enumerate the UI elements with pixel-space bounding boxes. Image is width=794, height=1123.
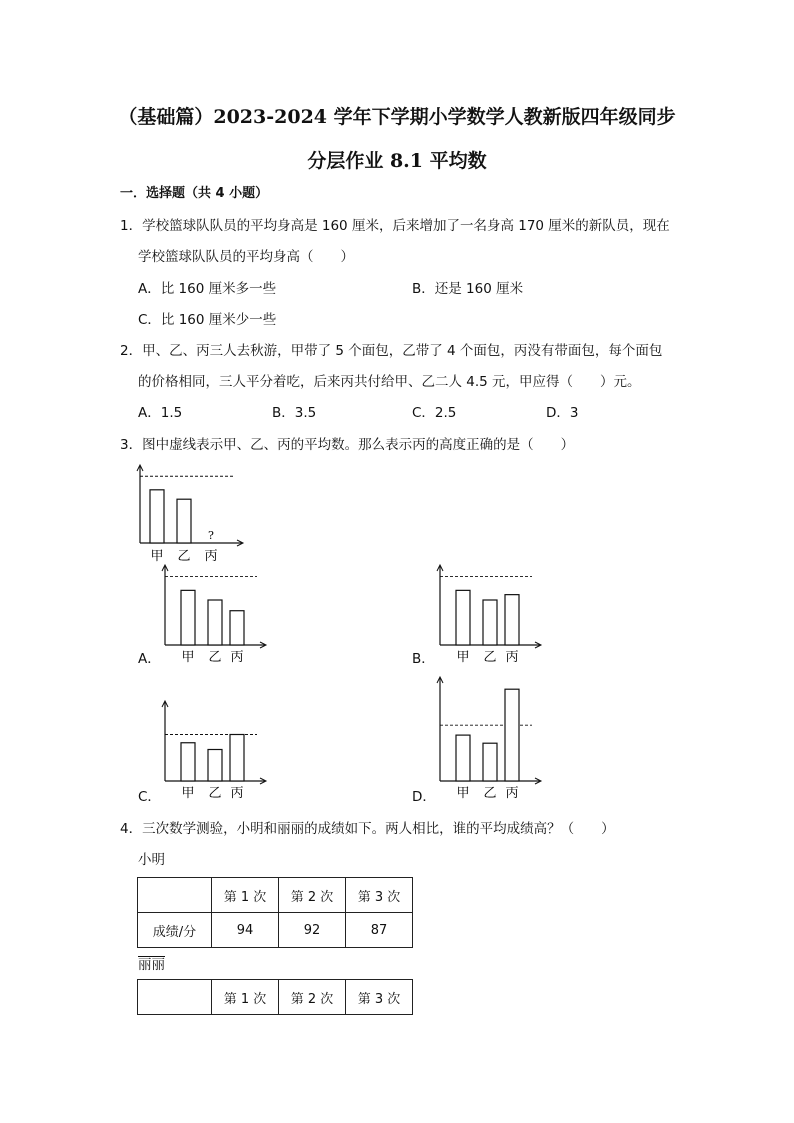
table-row	[138, 913, 413, 948]
q3-reference-chart-svg	[130, 464, 250, 564]
category-label: 丙	[230, 650, 244, 665]
bar-1	[181, 590, 195, 645]
q4-lili-table	[137, 979, 413, 1015]
table-header-cell	[138, 980, 212, 1015]
bar-3	[230, 735, 244, 782]
q2-option-d[interactable]: D．3	[546, 405, 579, 421]
table-header-cell: 第 2 次	[279, 980, 346, 1015]
q2-text-line1: 2．甲、乙、丙三人去秋游，甲带了 5 个面包，乙带了 4 个面包，丙没有带面包，每个面包	[120, 343, 663, 359]
category-label: 乙	[177, 549, 191, 564]
bar-2	[177, 499, 191, 543]
q4-lili-caption: 丽丽	[138, 957, 165, 973]
table-cell: 94	[212, 913, 279, 948]
category-label: 乙	[483, 650, 497, 665]
bar-3	[505, 595, 519, 645]
q2-option-b[interactable]: B．3.5	[272, 405, 317, 421]
table-header-cell	[138, 878, 212, 913]
q4-xiaoming-table	[137, 877, 413, 948]
q4-text: 4．三次数学测验，小明和丽丽的成绩如下。两人相比，谁的平均成绩高？（ ）	[120, 821, 615, 837]
category-label: 丙	[204, 549, 218, 564]
table-header-cell: 第 3 次	[346, 878, 413, 913]
q3-text: 3．图中虚线表示甲、乙、丙的平均数。那么表示丙的高度正确的是（ ）	[120, 437, 575, 453]
q3-option-d-chart-svg	[430, 676, 550, 804]
category-label: 乙	[208, 786, 222, 801]
category-label: 乙	[483, 786, 497, 801]
table-header-cell: 第 2 次	[279, 878, 346, 913]
q3-option-a-chart-svg	[155, 564, 275, 668]
q1-text-line2: 学校篮球队队员的平均身高（ ）	[138, 249, 354, 265]
q1-option-c[interactable]: C．比 160 厘米少一些	[138, 312, 277, 328]
table-header-cell: 第 3 次	[346, 980, 413, 1015]
q4-xiaoming-caption: 小明	[138, 852, 165, 868]
table-header-cell: 第 1 次	[212, 878, 279, 913]
category-label: 丙	[230, 786, 244, 801]
category-label: 丙	[505, 650, 519, 665]
category-label: 甲	[150, 549, 164, 564]
table-row	[138, 878, 413, 913]
table-header-cell: 第 1 次	[212, 980, 279, 1015]
bar-2	[483, 743, 497, 781]
category-label: 甲	[181, 786, 195, 801]
table-cell: 92	[279, 913, 346, 948]
unknown-value-label: ?	[208, 529, 214, 542]
document-title-line2: 分层作业 8.1 平均数	[307, 150, 487, 172]
bar-1	[150, 490, 164, 543]
q1-text-line1: 1．学校篮球队队员的平均身高是 160 厘米，后来增加了一名身高 170 厘米的新队员，现在	[120, 218, 670, 234]
q3-option-d-chart[interactable]	[430, 676, 550, 804]
table-row-label: 成绩/分	[138, 913, 212, 948]
bar-2	[483, 600, 497, 645]
q3-option-d-label[interactable]: D．	[412, 789, 436, 805]
q3-option-a-label[interactable]: A．	[138, 651, 161, 667]
bar-1	[456, 590, 470, 645]
q3-option-c-label[interactable]: C．	[138, 789, 161, 805]
category-label: 丙	[505, 786, 519, 801]
q3-option-c-chart[interactable]	[155, 700, 275, 804]
q3-option-a-chart[interactable]	[155, 564, 275, 668]
q1-option-a[interactable]: A．比 160 厘米多一些	[138, 281, 277, 297]
bar-2	[208, 600, 222, 645]
document-title-line1: （基础篇）2023-2024 学年下学期小学数学人教新版四年级同步	[118, 106, 676, 128]
section-heading: 一．选择题（共 4 小题）	[120, 186, 269, 201]
q3-reference-chart	[130, 464, 250, 564]
category-label: 乙	[208, 650, 222, 665]
table-cell: 87	[346, 913, 413, 948]
q1-option-b[interactable]: B．还是 160 厘米	[412, 281, 524, 297]
q3-option-b-chart[interactable]	[430, 564, 550, 668]
q2-option-c[interactable]: C．2.5	[412, 405, 457, 421]
q3-option-b-chart-svg	[430, 564, 550, 668]
category-label: 甲	[456, 786, 470, 801]
table-row	[138, 980, 413, 1015]
category-label: 甲	[181, 650, 195, 665]
bar-3	[230, 611, 244, 645]
bar-1	[181, 743, 195, 781]
bar-2	[208, 750, 222, 782]
q2-text-line2: 的价格相同，三人平分着吃，后来丙共付给甲、乙二人 4.5 元，甲应得（ ）元。	[138, 374, 641, 390]
bar-3	[505, 689, 519, 781]
q2-option-a[interactable]: A．1.5	[138, 405, 183, 421]
bar-1	[456, 735, 470, 781]
q3-option-b-label[interactable]: B．	[412, 651, 435, 667]
q3-option-c-chart-svg	[155, 700, 275, 804]
category-label: 甲	[456, 650, 470, 665]
